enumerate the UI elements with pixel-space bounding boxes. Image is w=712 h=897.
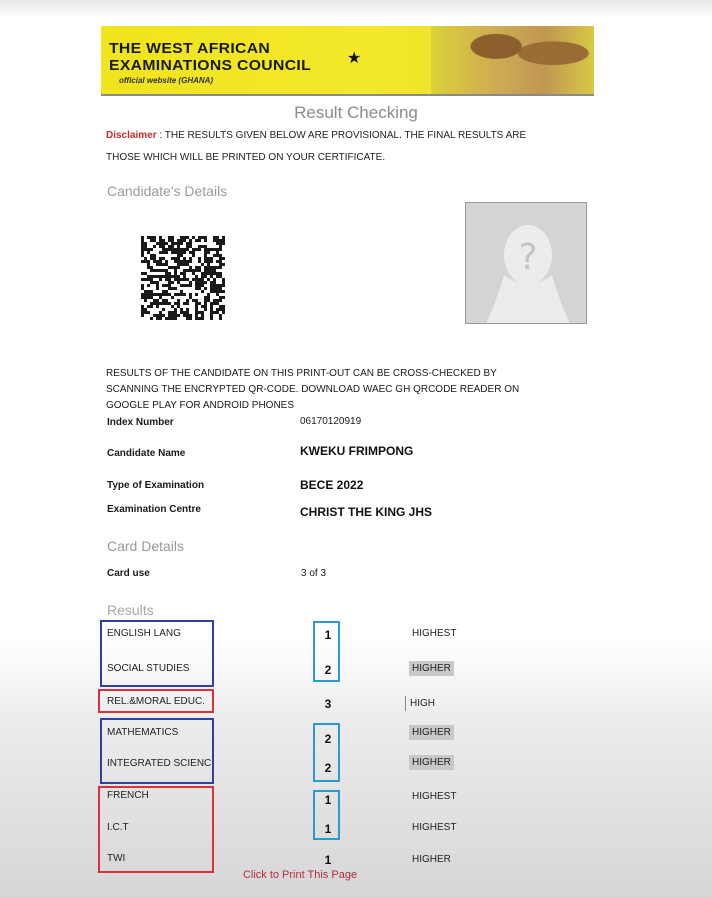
qr-note-line3: GOOGLE PLAY FOR ANDROID PHONES (106, 400, 295, 411)
annotation-box-red (98, 689, 214, 713)
result-interpretation: HIGHER (409, 755, 454, 770)
result-subject: SOCIAL STUDIES (107, 663, 190, 674)
disclaimer-line1 (106, 130, 526, 141)
banner-title-line1: THE WEST AFRICAN (109, 40, 271, 57)
disclaimer-line2: THOSE WHICH WILL BE PRINTED ON YOUR CERTIFICATE. (106, 152, 386, 163)
card-use-label: Card use (107, 568, 150, 579)
qr-note-line2: SCANNING THE ENCRYPTED QR-CODE. DOWNLOAD WAEC GH QRCODE READER ON (106, 384, 520, 395)
disclaimer-text1: : THE RESULTS GIVEN BELOW ARE PROVISIONAL. THE FINAL RESULTS ARE (156, 130, 527, 141)
result-interpretation: HIGH (405, 696, 438, 711)
result-interpretation: HIGHER (412, 854, 451, 865)
disclaimer-label: Disclaimer (106, 130, 157, 141)
result-subject: I.C.T (107, 822, 129, 833)
page-title: Result Checking (294, 103, 418, 122)
result-grade: 2 (324, 663, 332, 677)
banner-subtitle: official website (GHANA) (119, 76, 214, 85)
svg-text:?: ? (518, 237, 538, 278)
card-section-title: Card Details (107, 538, 185, 554)
result-subject: TWI (107, 853, 126, 864)
banner-title-line2: EXAMINATIONS COUNCIL (109, 57, 312, 74)
result-grade: 2 (324, 761, 332, 775)
print-page-link[interactable]: Click to Print This Page (242, 869, 358, 881)
annotation-box-cyan (313, 723, 340, 782)
banner-photo (431, 26, 594, 94)
exam-type-label: Type of Examination (107, 480, 205, 491)
exam-type-value: BECE 2022 (300, 478, 364, 492)
index-number-label: Index Number (107, 417, 174, 428)
qr-note-line1: RESULTS OF THE CANDIDATE ON THIS PRINT-OUT CAN BE CROSS-CHECKED BY (106, 368, 497, 379)
result-interpretation: HIGHEST (412, 791, 457, 802)
candidate-photo-placeholder (465, 202, 587, 324)
index-number-value: 06170120919 (300, 416, 362, 427)
candidate-name-value: KWEKU FRIMPONG (300, 444, 414, 458)
waec-banner (101, 26, 594, 94)
result-grade: 3 (324, 697, 332, 711)
result-grade: 1 (324, 793, 332, 807)
candidate-section-title: Candidate's Details (107, 183, 228, 199)
annotation-box-cyan (313, 790, 340, 840)
card-use-value: 3 of 3 (301, 568, 327, 579)
result-interpretation: HIGHER (409, 725, 454, 740)
star-icon: ★ (347, 50, 362, 67)
result-subject: INTEGRATED SCIENC (107, 758, 212, 769)
exam-centre-value: CHRIST THE KING JHS (300, 505, 433, 519)
exam-centre-label: Examination Centre (107, 504, 201, 515)
result-interpretation: HIGHEST (412, 822, 457, 833)
results-section-title: Results (107, 602, 154, 618)
result-subject: ENGLISH LANG (107, 628, 181, 639)
result-grade: 1 (324, 853, 332, 867)
annotation-box-cyan (313, 621, 340, 682)
result-subject: FRENCH (107, 790, 149, 801)
banner-divider (101, 94, 594, 96)
result-subject: REL.&MORAL EDUC. (107, 696, 205, 707)
result-interpretation: HIGHEST (412, 628, 457, 639)
qr-code (141, 236, 225, 320)
annotation-box-blue (100, 620, 214, 687)
unknown-person-icon (466, 203, 586, 323)
result-subject: MATHEMATICS (107, 727, 179, 738)
result-grade: 1 (324, 628, 332, 642)
annotation-box-blue (100, 718, 214, 784)
result-interpretation: HIGHER (409, 661, 454, 676)
annotation-box-red (98, 786, 214, 873)
result-grade: 2 (324, 732, 332, 746)
result-grade: 1 (324, 822, 332, 836)
candidate-name-label: Candidate Name (107, 448, 186, 459)
